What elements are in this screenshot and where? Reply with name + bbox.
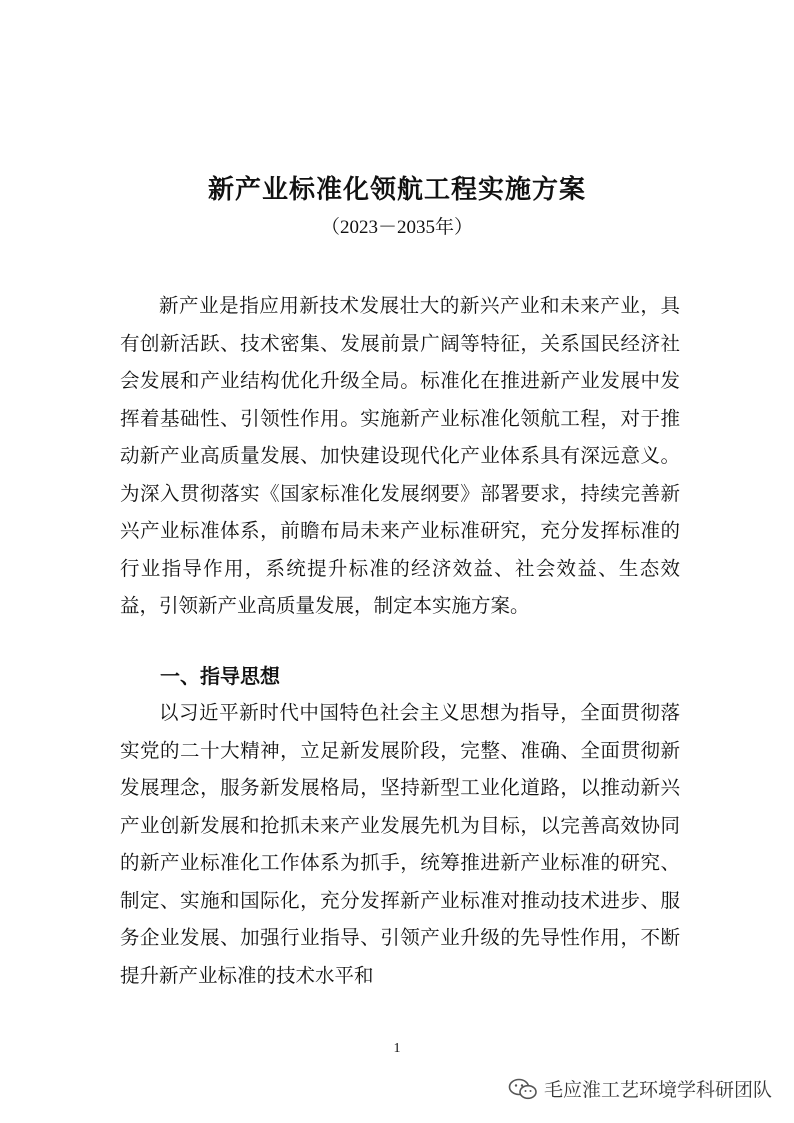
guiding-thought-section bbox=[120, 694, 680, 994]
watermark bbox=[508, 1075, 772, 1102]
document-subtitle: （2023－2035年） bbox=[320, 217, 473, 238]
watermark-text: 毛应淮工艺环境学科研团队 bbox=[543, 1079, 772, 1101]
section-paragraph: 以习近平新时代中国特色社会主义思想为指导，全面贯彻落实党的二十大精神，立足新发展阶段，完整、准确、全面贯彻新发展理念，服务新发展格局，坚持新型工业化道路，以推动新兴产业创新发展和抢抓未来产业发展先机为目标，以完善高效协同的新产业标准化工作体系为抓手，统筹推进新产业标准的研究、制定、实施和国际化，充分发挥新产业标准对推动技术进步、服务企业发展、加强行业指导、引领产业升级的先导性作用，不断提升新产业标准的技术水平和 bbox=[120, 701, 680, 987]
section-heading: 一、指导思想 bbox=[160, 664, 280, 688]
intro-section bbox=[120, 287, 680, 625]
page-number: 1 bbox=[393, 1041, 401, 1056]
document-title: 新产业标准化领航工程实施方案 bbox=[207, 175, 586, 205]
intro-paragraph: 新产业是指应用新技术发展壮大的新兴产业和未来产业，具有创新活跃、技术密集、发展前景广阔等特征，关系国民经济社会发展和产业结构优化升级全局。标准化在推进新产业发展中发挥着基础性、引领性作用。实施新产业标准化领航工程，对于推动新产业高质量发展、加快建设现代化产业体系具有深远意义。为深入贯彻落实《国家标准化发展纲要》部署要求，持续完善新兴产业标准体系，前瞻布局未来产业标准研究，充分发挥标准的行业指导作用，系统提升标准的经济效益、社会效益、生态效益，引领新产业高质量发展，制定本实施方案。 bbox=[120, 294, 680, 617]
wechat-icon bbox=[508, 1077, 538, 1101]
